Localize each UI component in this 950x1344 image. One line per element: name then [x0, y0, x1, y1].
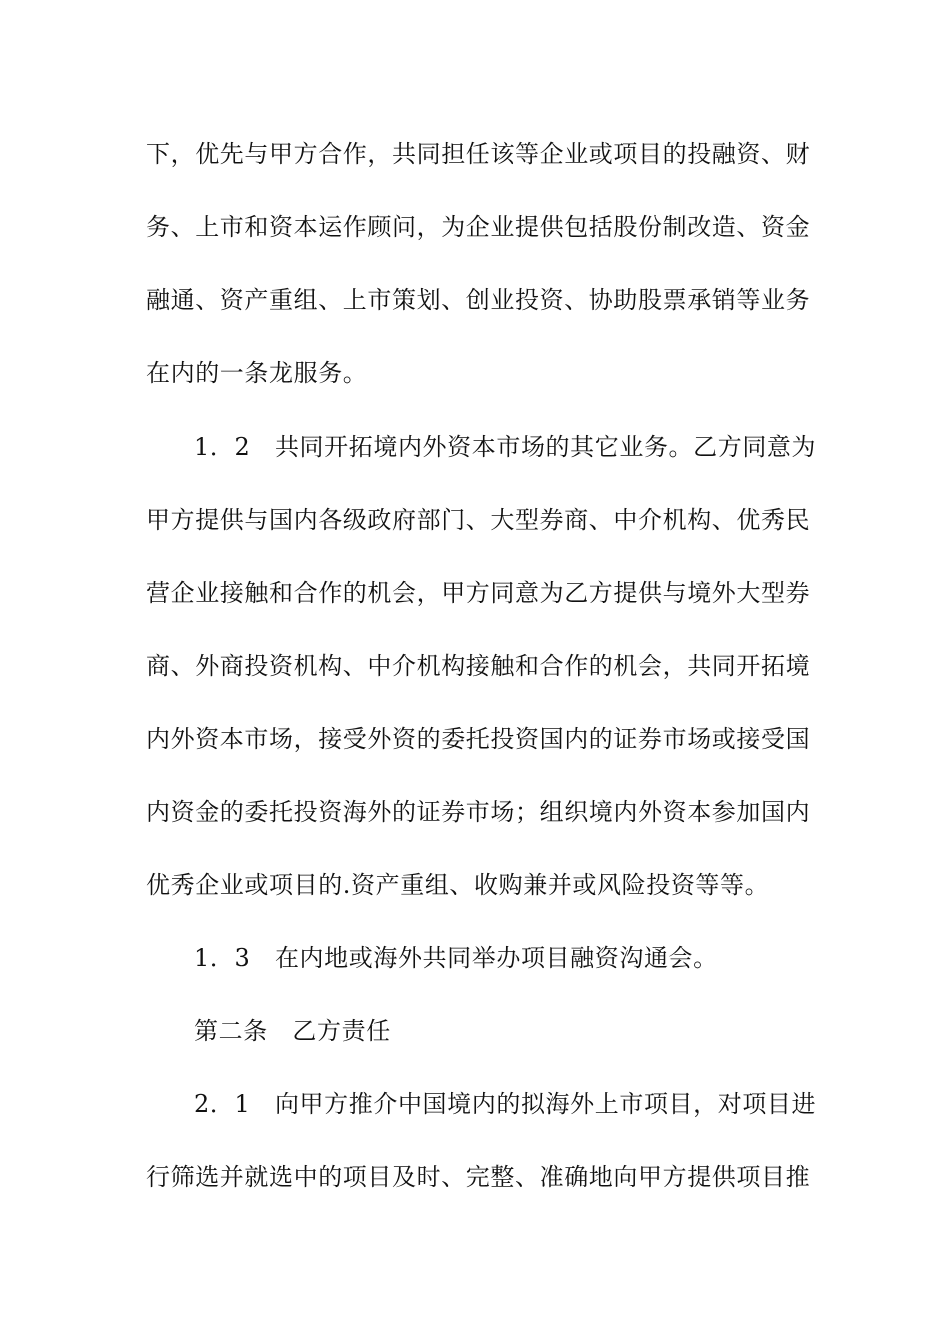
article-2-heading: 第二条 乙方责任 — [194, 1017, 391, 1045]
section-2-1-line: 2．1 向甲方推介中国境内的拟海外上市项目，对项目进 — [194, 1090, 817, 1118]
text-line: 内资金的委托投资海外的证券市场；组织境内外资本参加国内 — [146, 798, 811, 826]
text-line: 行筛选并就选中的项目及时、完整、准确地向甲方提供项目推 — [146, 1163, 811, 1191]
text-line: 商、外商投资机构、中介机构接触和合作的机会，共同开拓境 — [146, 652, 811, 680]
text-line: 务、上市和资本运作顾问，为企业提供包括股份制改造、资金 — [146, 213, 811, 241]
text-line: 优秀企业或项目的.资产重组、收购兼并或风险投资等等。 — [146, 871, 770, 899]
text-line: 甲方提供与国内各级政府部门、大型券商、中介机构、优秀民 — [146, 506, 811, 534]
section-1-3-line: 1．3 在内地或海外共同举办项目融资沟通会。 — [194, 944, 718, 972]
text-line: 融通、资产重组、上市策划、创业投资、协助股票承销等业务 — [146, 286, 811, 314]
text-line: 下，优先与甲方合作，共同担任该等企业或项目的投融资、财 — [146, 140, 811, 168]
text-line: 在内的一条龙服务。 — [146, 359, 368, 387]
section-1-2-heading-line: 1．2 共同开拓境内外资本市场的其它业务。乙方同意为 — [194, 433, 817, 461]
text-line: 内外资本市场，接受外资的委托投资国内的证券市场或接受国 — [146, 725, 811, 753]
text-line: 营企业接触和合作的机会，甲方同意为乙方提供与境外大型券 — [146, 579, 811, 607]
